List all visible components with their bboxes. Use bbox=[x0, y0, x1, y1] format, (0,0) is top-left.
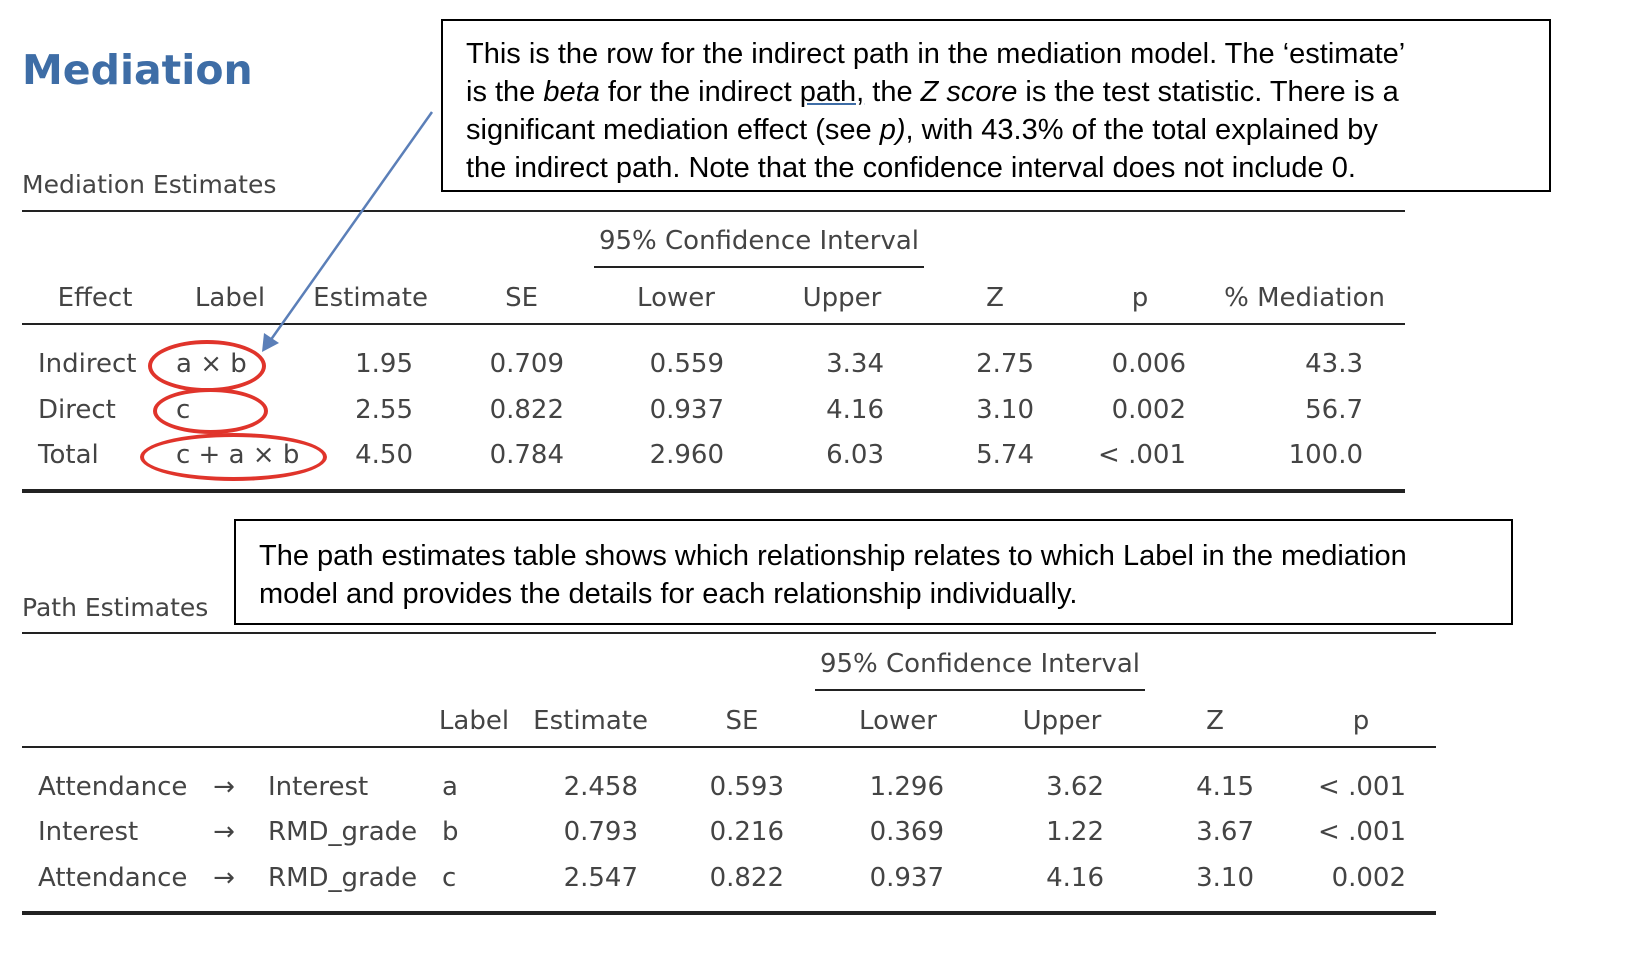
path-table-bottom-rule bbox=[22, 911, 1436, 915]
col-pct-mediation: % Mediation bbox=[1224, 283, 1385, 313]
row-pct: 100.0 bbox=[1288, 440, 1363, 470]
path-ci-header: 95% Confidence Interval bbox=[819, 649, 1141, 679]
ci-header: 95% Confidence Interval bbox=[598, 226, 920, 256]
row-p: < .001 bbox=[1098, 440, 1186, 470]
path-row-to: RMD_grade bbox=[268, 817, 418, 847]
row-p: 0.002 bbox=[1111, 395, 1186, 425]
path-row-se: 0.593 bbox=[709, 772, 784, 802]
path-row-lower: 0.937 bbox=[869, 863, 944, 893]
row-upper: 6.03 bbox=[826, 440, 884, 470]
path-row-lower: 0.369 bbox=[869, 817, 944, 847]
row-estimate: 4.50 bbox=[355, 440, 413, 470]
path-row-upper: 4.16 bbox=[1046, 863, 1104, 893]
path-row-lower: 1.296 bbox=[869, 772, 944, 802]
row-pct: 43.3 bbox=[1305, 349, 1363, 379]
path-row-z: 4.15 bbox=[1196, 772, 1254, 802]
path-estimates-title: Path Estimates bbox=[22, 593, 209, 622]
col-label: Label bbox=[194, 283, 266, 313]
path-col-label: Label bbox=[438, 706, 510, 736]
path-col-estimate: Estimate bbox=[533, 706, 648, 736]
page-title: Mediation bbox=[22, 46, 253, 94]
callout-line-2: is the beta for the indirect path, the Z score is the test statistic. There is a bbox=[466, 76, 1399, 108]
callout-line-1: This is the row for the indirect path in the mediation model. The ‘estimate’ bbox=[466, 38, 1406, 70]
path-row-p: 0.002 bbox=[1331, 863, 1406, 893]
col-z: Z bbox=[986, 283, 1004, 313]
path-col-upper: Upper bbox=[1022, 706, 1102, 736]
path-col-p: p bbox=[1352, 706, 1370, 736]
row-lower: 0.937 bbox=[649, 395, 724, 425]
row-pct: 56.7 bbox=[1305, 395, 1363, 425]
row-lower: 0.559 bbox=[649, 349, 724, 379]
row-upper: 3.34 bbox=[826, 349, 884, 379]
path-col-lower: Lower bbox=[859, 706, 937, 736]
row-se: 0.709 bbox=[489, 349, 564, 379]
col-effect: Effect bbox=[57, 283, 133, 313]
row-effect: Indirect bbox=[38, 349, 137, 379]
col-lower: Lower bbox=[637, 283, 715, 313]
arrow-icon: → bbox=[213, 863, 235, 893]
path-row-z: 3.67 bbox=[1196, 817, 1254, 847]
col-estimate: Estimate bbox=[313, 283, 428, 313]
path-row-from: Interest bbox=[38, 817, 139, 847]
path-col-z: Z bbox=[1206, 706, 1224, 736]
col-p: p bbox=[1131, 283, 1149, 313]
callout-line-3: significant mediation effect (see p), with 43.3% of the total explained by bbox=[466, 114, 1378, 146]
row-effect: Total bbox=[38, 440, 99, 470]
path-row-se: 0.216 bbox=[709, 817, 784, 847]
callout-line-4: the indirect path. Note that the confidence interval does not include 0. bbox=[466, 152, 1356, 184]
callout2-text: The path estimates table shows which relationship relates to which Label in the mediation model and provides the details for each relationship individually. bbox=[259, 540, 1407, 610]
row-z: 3.10 bbox=[976, 395, 1034, 425]
path-row-to: Interest bbox=[268, 772, 369, 802]
row-upper: 4.16 bbox=[826, 395, 884, 425]
mediation-estimates-title: Mediation Estimates bbox=[22, 170, 277, 199]
path-row-estimate: 0.793 bbox=[563, 817, 638, 847]
path-row-p: < .001 bbox=[1318, 817, 1406, 847]
row-p: 0.006 bbox=[1111, 349, 1186, 379]
row-se: 0.784 bbox=[489, 440, 564, 470]
row-lower: 2.960 bbox=[649, 440, 724, 470]
col-se: SE bbox=[505, 283, 538, 313]
row-label: c bbox=[176, 395, 191, 425]
path-row-from: Attendance bbox=[38, 772, 188, 802]
path-row-label: b bbox=[442, 817, 459, 847]
path-row-se: 0.822 bbox=[709, 863, 784, 893]
path-row-label: a bbox=[442, 772, 458, 802]
col-upper: Upper bbox=[802, 283, 882, 313]
row-z: 2.75 bbox=[976, 349, 1034, 379]
path-col-se: SE bbox=[725, 706, 759, 736]
path-row-upper: 3.62 bbox=[1046, 772, 1104, 802]
row-estimate: 1.95 bbox=[355, 349, 413, 379]
row-se: 0.822 bbox=[489, 395, 564, 425]
path-row-estimate: 2.458 bbox=[563, 772, 638, 802]
path-table-top-rule bbox=[22, 632, 1436, 634]
path-header-rule bbox=[22, 746, 1436, 748]
row-label: a × b bbox=[176, 349, 247, 379]
row-label: c + a × b bbox=[176, 440, 300, 470]
path-row-label: c bbox=[442, 863, 457, 893]
row-effect: Direct bbox=[38, 395, 116, 425]
arrow-icon: → bbox=[213, 772, 235, 802]
path-row-p: < .001 bbox=[1318, 772, 1406, 802]
path-row-to: RMD_grade bbox=[268, 863, 418, 893]
arrow-icon: → bbox=[213, 817, 235, 847]
path-ci-underline bbox=[815, 689, 1145, 691]
path-row-from: Attendance bbox=[38, 863, 188, 893]
row-estimate: 2.55 bbox=[355, 395, 413, 425]
path-estimates-callout bbox=[234, 519, 1513, 625]
path-row-estimate: 2.547 bbox=[563, 863, 638, 893]
path-row-upper: 1.22 bbox=[1046, 817, 1104, 847]
path-row-z: 3.10 bbox=[1196, 863, 1254, 893]
row-z: 5.74 bbox=[976, 440, 1034, 470]
